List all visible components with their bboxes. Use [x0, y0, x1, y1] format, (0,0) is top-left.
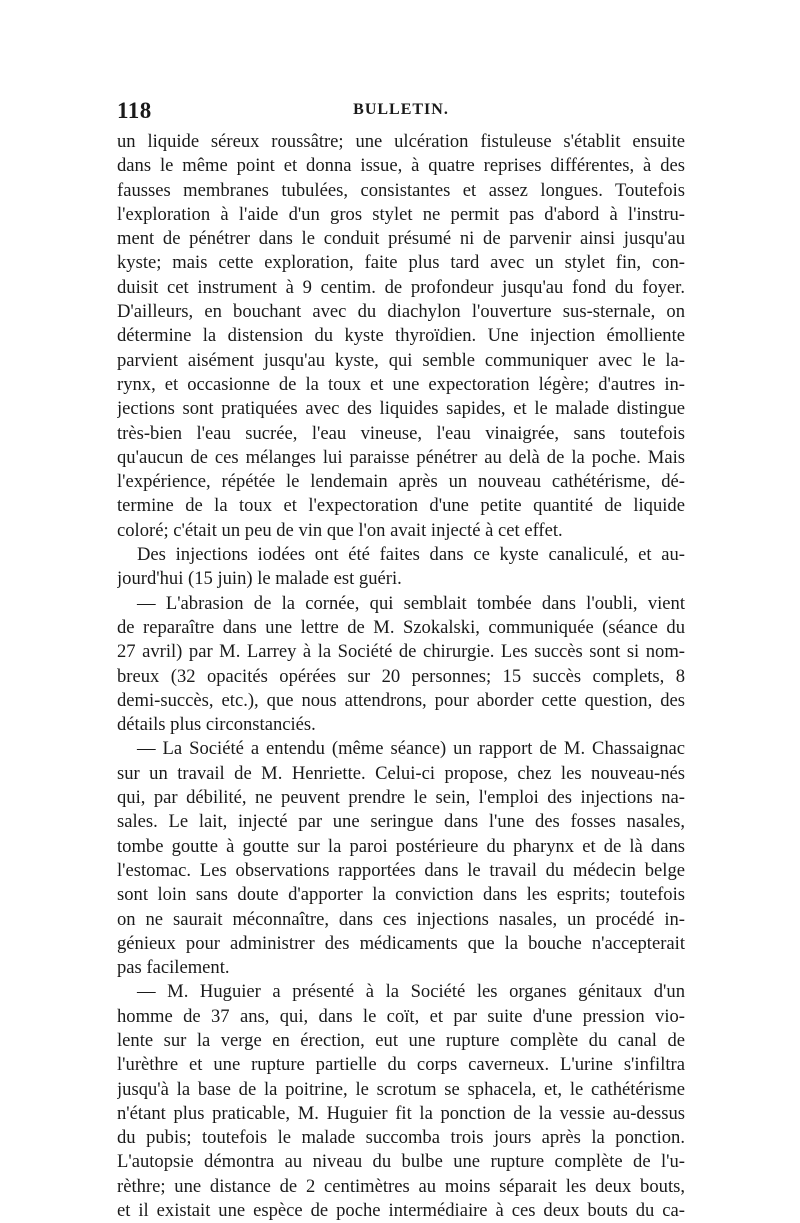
- text-line: l'urèthre et une rupture partielle du corps caverneux. L'urine s'infiltra: [117, 1054, 685, 1076]
- text-line: dans le même point et donna issue, à quatre reprises différentes, à des: [117, 155, 685, 177]
- text-line: — L'abrasion de la cornée, qui semblait tombée dans l'oubli, vient: [137, 592, 685, 614]
- text-line: — La Société a entendu (même séance) un rapport de M. Chassaignac: [137, 738, 685, 760]
- text-line: — M. Huguier a présenté à la Société les organes génitaux d'un: [137, 981, 685, 1003]
- text-line: demi-succès, etc.), que nous attendrons, pour aborder cette question, des: [117, 689, 685, 711]
- text-line: L'autopsie démontra au niveau du bulbe une rupture complète de l'u-: [117, 1151, 685, 1173]
- text-line: 27 avril) par M. Larrey à la Société de chirurgie. Les succès sont si nom-: [117, 641, 685, 663]
- text-line: rèthre; une distance de 2 centimètres au moins séparait les deux bouts,: [117, 1175, 685, 1197]
- text-line: qu'aucun de ces mélanges lui paraisse pénétrer au delà de la poche. Mais: [117, 446, 685, 468]
- text-line: détails plus circonstanciés.: [117, 714, 316, 736]
- text-line: qui, par débilité, ne peuvent prendre le sein, l'emploi des injections na-: [117, 787, 685, 809]
- text-line: un liquide séreux roussâtre; une ulcération fistuleuse s'établit ensuite: [117, 131, 685, 152]
- text-line: jections sont pratiquées avec des liquides sapides, et le malade distingue: [117, 398, 685, 420]
- text-line: n'étant plus praticable, M. Huguier fit la ponction de la vessie au-dessus: [117, 1102, 685, 1124]
- text-line: ment de pénétrer dans le conduit présumé ni de parvenir ainsi jusqu'au: [117, 228, 685, 250]
- text-line: rynx, et occasionne de la toux et une expectoration légère; d'autres in-: [117, 373, 685, 395]
- running-title: BULLETIN.: [353, 101, 449, 118]
- text-line: très-bien l'eau sucrée, l'eau vineuse, l'eau vinaigrée, sans toutefois: [117, 422, 685, 444]
- text-line: lente sur la verge en érection, eut une rupture complète du canal de: [117, 1029, 685, 1051]
- text-line: de reparaître dans une lettre de M. Szokalski, communiquée (séance du: [117, 616, 685, 638]
- text-line: jusqu'à la base de la poitrine, le scrotum se sphacela, et, le cathétérisme: [117, 1078, 685, 1100]
- text-line: génieux pour administrer des médicaments que la bouche n'accepterait: [117, 932, 685, 954]
- text-line: duisit cet instrument à 9 centim. de profondeur jusqu'au fond du foyer.: [117, 276, 685, 298]
- text-line: tombe goutte à goutte sur la paroi postérieure du pharynx et de là dans: [117, 835, 685, 857]
- text-line: pas facilement.: [117, 957, 230, 979]
- page-number: 118: [117, 98, 152, 123]
- text-line: coloré; c'était un peu de vin que l'on avait injecté à cet effet.: [117, 519, 563, 541]
- text-line: fausses membranes tubulées, consistantes et assez longues. Toutefois: [117, 179, 685, 201]
- text-line: sales. Le lait, injecté par une seringue dans l'une des fosses nasales,: [117, 811, 685, 833]
- body-text: [117, 130, 685, 1223]
- text-line: détermine la distension du kyste thyroïdien. Une injection émolliente: [117, 325, 685, 347]
- text-line: l'estomac. Les observations rapportées dans le travail du médecin belge: [117, 859, 685, 881]
- text-line: sur un travail de M. Henriette. Celui-ci propose, chez les nouveau-nés: [117, 762, 685, 784]
- text-line: D'ailleurs, en bouchant avec du diachylon l'ouverture sus-sternale, on: [117, 301, 685, 323]
- text-line: termine de la toux et l'expectoration d'une petite quantité de liquide: [117, 495, 685, 517]
- text-line: homme de 37 ans, qui, dans le coït, et par suite d'une pression vio-: [117, 1005, 685, 1027]
- text-line: l'exploration à l'aide d'un gros stylet ne permit pas d'abord à l'instru-: [117, 203, 685, 225]
- text-line: et il existait une espèce de poche intermédiaire à ces deux bouts du ca-: [117, 1200, 685, 1222]
- text-line: kyste; mais cette exploration, faite plus tard avec un stylet fin, con-: [117, 252, 685, 274]
- text-line: du pubis; toutefois le malade succomba trois jours après la ponction.: [117, 1127, 685, 1149]
- text-line: Des injections iodées ont été faites dans ce kyste canaliculé, et au-: [137, 544, 685, 566]
- text-line: parvient aisément jusqu'au kyste, qui semble communiquer avec le la-: [117, 349, 685, 371]
- text-line: jourd'hui (15 juin) le malade est guéri.: [117, 568, 402, 590]
- text-line: breux (32 opacités opérées sur 20 personnes; 15 succès complets, 8: [117, 665, 685, 687]
- text-line: l'expérience, répétée le lendemain après un nouveau cathétérisme, dé-: [117, 471, 685, 493]
- page-header: [117, 98, 685, 128]
- text-line: on ne saurait méconnaître, dans ces injections nasales, un procédé in-: [117, 908, 685, 930]
- text-line: sont loin sans doute d'apporter la conviction dans les esprits; toutefois: [117, 884, 685, 906]
